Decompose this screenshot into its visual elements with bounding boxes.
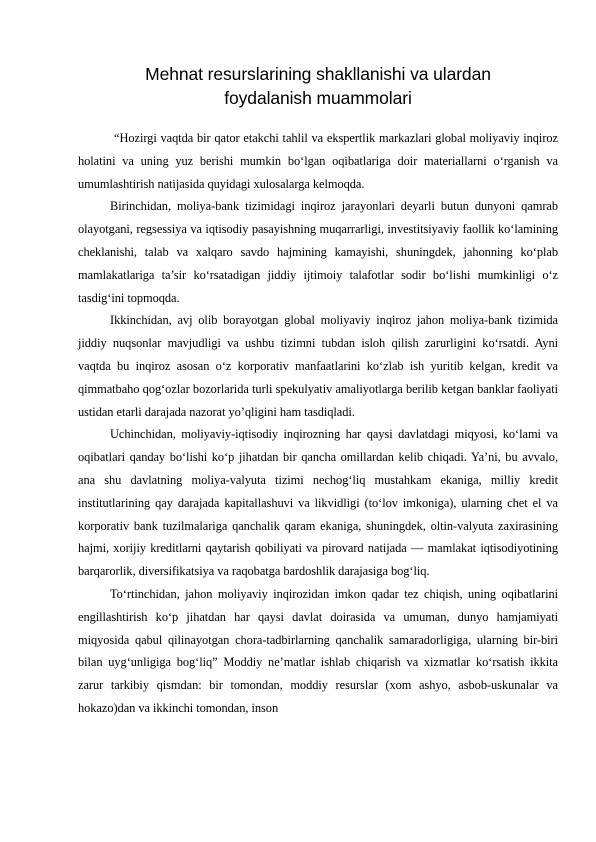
- document-body: [78, 127, 558, 720]
- title-line-1: Mehnat resurslarining shakllanishi va ulardan: [145, 64, 491, 84]
- paragraph-intro-quote: “Hozirgi vaqtda bir qator etakchi tahlil va ekspertlik markazlari global moliyaviy inqiroz holatini va uning yuz berishi mumkin bo‘lgan oqibatlariga doir materiallarni o‘rganish va umumlashtirish natijasida quyidagi xulosalarga kelmoqda.: [78, 131, 558, 191]
- paragraph-first-point: Birinchidan, moliya-bank tizimidagi inqiroz jarayonlari deyarli butun dunyoni qamrab olayotgani, regsessiya va iqtisodiy pasayishning muqarrarligi, investitsiyaviy faollik ko‘lamining cheklanishi, talab va xalqaro savdo hajmining kamayishi, shuningdek, jahonning ko‘plab mamlakatlariga ta’sir ko‘rsatadigan jiddiy ijtimoiy talafotlar sodir bo‘lishi mumkinligi o‘z tasdig‘ini topmoqda.: [78, 199, 558, 305]
- title-line-2: foydalanish muammolari: [224, 88, 412, 108]
- paragraph-second-point: Ikkinchidan, avj olib borayotgan global moliyaviy inqiroz jahon moliya-bank tizimida jiddiy nuqsonlar mavjudligi va ushbu tizimni tubdan isloh qilish zarurligini ko‘rsatdi. Ayni vaqtda bu inqiroz asosan o‘z korporativ manfaatlarini ko‘zlab ish yuritib kelgan, kredit va qimmatbaho qog‘ozlar bozorlarida turli spekulyativ amaliyotlarga berilib ketgan banklar faoliyati ustidan etarli darajada nazorat yo’qligini ham tasdiqladi.: [78, 313, 558, 419]
- paragraph-fourth-point: To‘rtinchidan, jahon moliyaviy inqirozidan imkon qadar tez chiqish, uning oqibatlarini engillashtirish ko‘p jihatdan har qaysi davlat doirasida va umuman, dunyo hamjamiyati miqyosida qabul qilinayotgan chora-tadbirlarning qanchalik samaradorligiga, ularning bir-biri bilan uyg‘unligiga bog‘liq” Moddiy ne’matlar ishlab chiqarish va xizmatlar ko‘rsatish ikkita zarur tarkibiy qismdan: bir tomondan, moddiy resurslar (xom ashyo, asbob-uskunalar va hokazo)dan va ikkinchi tomondan, inson: [78, 586, 558, 715]
- document-title: [78, 0, 558, 110]
- paragraph-third-point: Uchinchidan, moliyaviy-iqtisodiy inqirozning har qaysi davlatdagi miqyosi, ko‘lami va oqibatlari qanday bo‘lishi ko‘p jihatdan bir qancha omillardan kelib chiqadi. Ya’ni, bu avvalo, ana shu davlatning moliya-valyuta tizimi nechog‘liq mustahkam ekaniga, milliy kredit institutlarining qay darajada kapitallashuvi va likvidligi (to‘lov imkoniga), ularning chet el va korporativ bank tuzilmalariga qanchalik qaram ekaniga, shuningdek, oltin-valyuta zaxirasining hajmi, xorijiy kreditlarni qaytarish qobiliyati va pirovard natijada — mamlakat iqtisodiyotining barqarorlik, diversifikatsiya va raqobatga bardoshlik darajasiga bog‘liq.: [78, 427, 558, 579]
